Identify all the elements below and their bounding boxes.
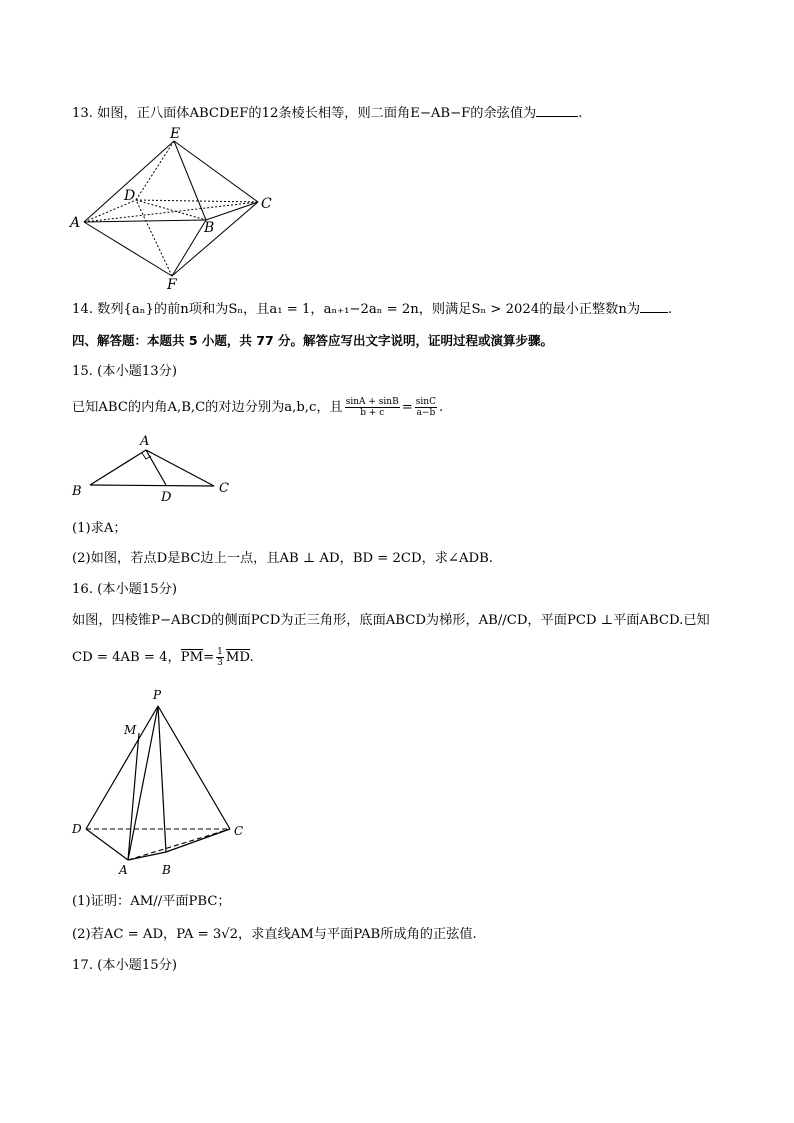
octahedron-figure xyxy=(66,124,286,294)
label-C: C xyxy=(234,824,244,838)
label-M: M xyxy=(124,723,137,737)
label-F: F xyxy=(167,277,177,293)
frac1-den: b + c xyxy=(360,408,385,418)
equals-sign: = xyxy=(401,400,413,415)
label-B: B xyxy=(204,220,215,236)
q15-stem xyxy=(72,396,443,420)
label-C: C xyxy=(219,481,229,496)
q15-header: 15. (本小题13分) xyxy=(72,364,177,379)
q16-part2: (2)若AC = AD，PA = 3√2，求直线AM与平面PAB所成角的正弦值. xyxy=(72,927,477,942)
label-D: D xyxy=(72,822,82,836)
q14-stem: 14. 数列{aₙ}的前n项和为Sₙ，且a₁ = 1，aₙ₊₁−2aₙ = 2n，则满足Sₙ > 2024的最小正整数n为 xyxy=(72,302,641,317)
label-A: A xyxy=(119,863,128,877)
q15-stem-end: . xyxy=(438,400,444,415)
q14-text xyxy=(72,300,672,319)
q16-stem-end: . xyxy=(249,650,254,665)
section-header: 四、解答题：本题共 5 小题，共 77 分。解答应写出文字说明，证明过程或演算步骤。 xyxy=(72,333,554,348)
pyramid-figure xyxy=(66,686,256,881)
q15-part2: (2)如图，若点D是BC边上一点，且AB ⊥ AD，BD = 2CD，求∠ADB. xyxy=(72,551,493,566)
q16-stem2 xyxy=(72,646,254,670)
q13-text xyxy=(72,104,582,123)
q17-header: 17. (本小题15分) xyxy=(72,958,177,973)
label-A: A xyxy=(140,434,150,449)
frac1-num: sinA + sinB xyxy=(345,397,399,407)
label-B: B xyxy=(162,863,171,877)
fraction-1-3 xyxy=(216,647,224,668)
label-P: P xyxy=(153,688,162,702)
frac-den: 3 xyxy=(217,658,223,668)
label-E: E xyxy=(170,126,181,142)
q15-part1: (1)求A； xyxy=(72,521,127,536)
equals-sign: = xyxy=(203,650,215,665)
vector-pm: PM xyxy=(180,650,204,665)
q16-stem2-prefix: CD = 4AB = 4， xyxy=(72,650,181,665)
q14-end: . xyxy=(668,302,673,317)
vector-md: MD xyxy=(225,650,250,665)
label-C: C xyxy=(261,196,272,212)
q16-stem1: 如图，四棱锥P−ABCD的侧面PCD为正三角形，底面ABCD为梯形，AB//CD，平面PCD ⊥平面ABCD.已知 xyxy=(72,613,710,628)
triangle-figure xyxy=(66,432,246,507)
q13-end: . xyxy=(578,106,583,121)
label-D: D xyxy=(124,188,136,204)
q16-header: 16. (本小题15分) xyxy=(72,582,177,597)
answer-blank xyxy=(640,300,668,313)
fraction-1 xyxy=(345,397,400,418)
frac-num: 1 xyxy=(217,647,223,657)
frac2-num: sinC xyxy=(415,397,436,407)
label-D: D xyxy=(161,490,172,505)
fraction-2 xyxy=(415,397,437,418)
q13-stem: 13. 如图，正八面体ABCDEF的12条棱长相等，则二面角E−AB−F的余弦值为 xyxy=(72,106,537,121)
answer-blank xyxy=(536,104,578,117)
label-A: A xyxy=(70,215,81,231)
label-B: B xyxy=(72,484,82,499)
frac2-den: a−b xyxy=(416,408,436,418)
q16-part1: (1)证明：AM//平面PBC； xyxy=(72,894,231,909)
q15-stem-prefix: 已知ABC的内角A,B,C的对边分别为a,b,c，且 xyxy=(72,400,343,415)
